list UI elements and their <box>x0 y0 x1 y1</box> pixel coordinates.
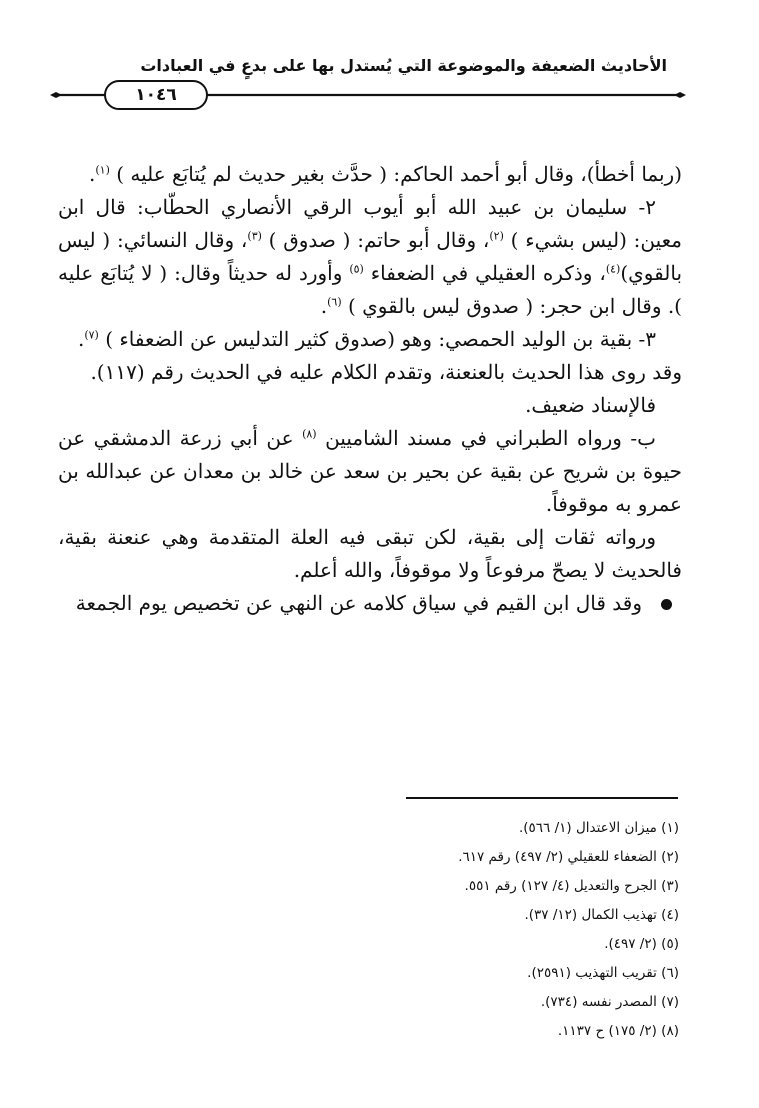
paragraph-2-end: . <box>320 294 328 318</box>
footnote-2: (٢) الضعفاء للعقيلي (٢/ ٤٩٧) رقم ٦١٧. <box>458 849 679 865</box>
paragraph-2-text-d: ، وذكره العقيلي في الضعفاء <box>370 261 606 285</box>
paragraph-5: فالإسناد ضعيف. <box>525 393 656 417</box>
paragraph-1-text: (ربما أخطأ)، وقال أبو أحمد الحاكم: ( حدَّث بغير حديث لم يُتابَع عليه ) <box>116 162 682 186</box>
paragraph-1 <box>58 158 682 191</box>
footnotes <box>119 814 679 1046</box>
footnote-ref-5: (٥) <box>349 262 364 276</box>
paragraph-2-text-e: وأورد له حديثاً وقال: ( لا يُتابَع عليه ). وقال ابن حجر: ( صدوق ليس بالقوي ) <box>58 261 682 318</box>
paragraph-6-text-b: عن أبي زرعة الدمشقي عن حيوة بن شريح عن بقية عن بحير بن سعد عن خالد بن معدان عن عبدالله بن عمرو به موقوفاً. <box>58 426 682 516</box>
paragraph-6-text-a: ب- ورواه الطبراني في مسند الشاميين <box>325 426 656 450</box>
footnote-ref-8: (٨) <box>302 427 317 441</box>
paragraph-1-end: . <box>88 162 96 186</box>
footnote-7: (٧) المصدر نفسه (٧٣٤). <box>540 994 679 1010</box>
paragraph-7: ورواته ثقات إلى بقية، لكن تبقى فيه العلة المتقدمة وهي عنعنة بقية، فالحديث لا يصحّ مرفوعاً ولا موقوفاً، والله أعلم. <box>58 525 682 582</box>
bullet-icon <box>661 599 672 610</box>
footnote-5: (٥) (٢/ ٤٩٧). <box>604 936 679 952</box>
paragraph-6 <box>58 422 682 521</box>
footnote-separator <box>406 797 678 799</box>
paragraph-3-text: ٣- بقية بن الوليد الحمصي: وهو (صدوق كثير التدليس عن الضعفاء ) <box>105 327 656 351</box>
main-text <box>58 158 682 620</box>
paragraph-8-text: وقد قال ابن القيم في سياق كلامه عن النهي عن تخصيص يوم الجمعة <box>75 591 642 615</box>
running-title: الأحاديث الضعيفة والموضوعة التي يُستدل بها على بدعٍ في العبادات <box>140 56 667 75</box>
paragraph-2-text-a: ٢- سليمان بن عبيد الله أبو أيوب الرقي الأنصاري الحطّاب: قال ابن معين: (ليس بشيء ) <box>58 195 682 252</box>
footnote-ref-2: (٢) <box>489 229 504 243</box>
paragraph-2 <box>58 191 682 323</box>
footnote-4: (٤) تهذيب الكمال (١٢/ ٣٧). <box>524 907 679 923</box>
footnote-ref-3: (٣) <box>247 229 262 243</box>
page-number: ١٠٤٦ <box>104 80 208 110</box>
footnote-ref-1: (١) <box>95 163 110 177</box>
footnote-ref-6: (٦) <box>327 295 342 309</box>
paragraph-4: وقد روى هذا الحديث بالعنعنة، وتقدم الكلام عليه في الحديث رقم (١١٧). <box>90 360 682 384</box>
paragraph-2-text-c: ، وقال النسائي: ( ليس بالقوي) <box>58 228 683 285</box>
footnote-8: (٨) (٢/ ١٧٥) ح ١١٣٧. <box>557 1023 679 1039</box>
paragraph-3-end: . <box>77 327 85 351</box>
footnote-1: (١) ميزان الاعتدال (١/ ٥٦٦). <box>518 820 679 836</box>
footnote-6: (٦) تقريب التهذيب (٢٥٩١). <box>527 965 679 981</box>
footnote-ref-4: (٤) <box>605 262 621 276</box>
footnote-ref-7: (٧) <box>84 328 99 342</box>
paragraph-8 <box>58 587 682 620</box>
paragraph-3 <box>58 323 682 356</box>
paragraph-2-text-b: ، وقال أبو حاتم: ( صدوق ) <box>268 228 490 252</box>
footnote-3: (٣) الجرح والتعديل (٤/ ١٢٧) رقم ٥٥١. <box>464 878 679 894</box>
